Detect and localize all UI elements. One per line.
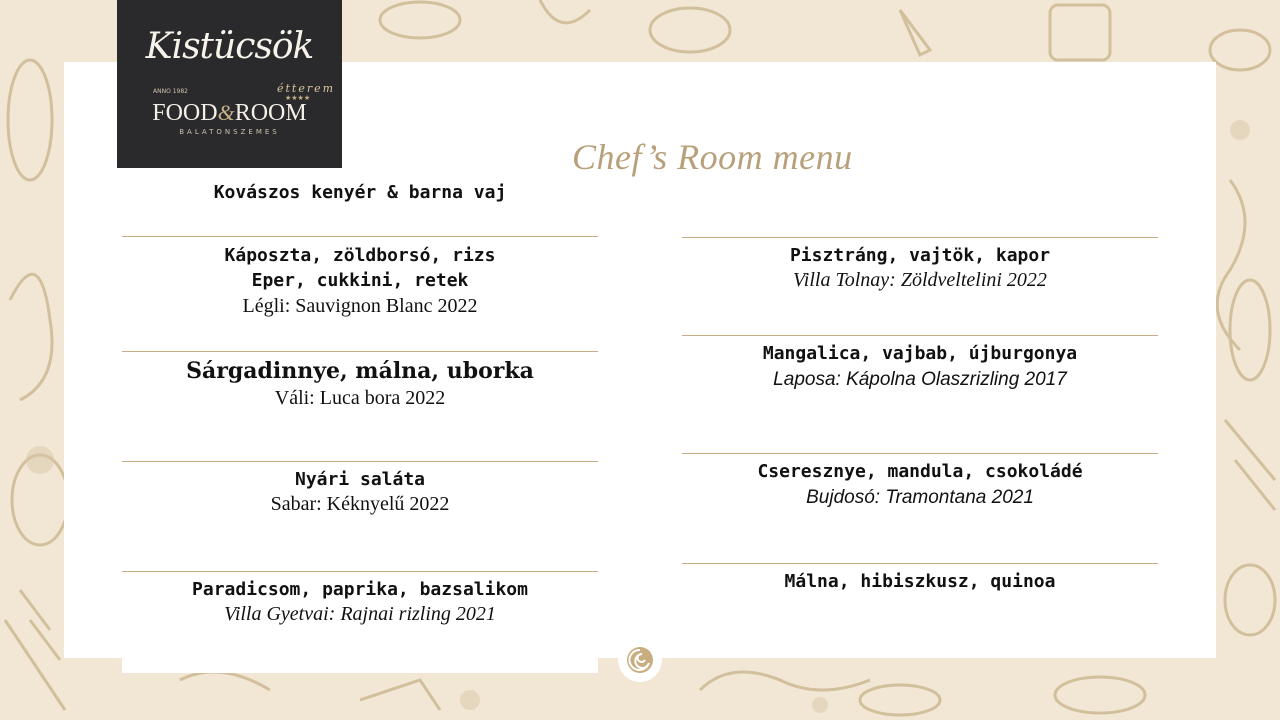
logo-amp: & <box>217 100 235 125</box>
course-7: Cseresznye, mandula, csokoládé <box>757 461 1083 482</box>
logo-food-room <box>117 100 342 127</box>
course-4-wine: Villa Gyetvai: Rajnai rizling 2021 <box>224 603 496 625</box>
left-divider-4 <box>122 571 598 572</box>
swirl-emblem-icon <box>618 638 662 682</box>
logo-room-word: ROOM <box>234 100 307 126</box>
course-5: Pisztráng, vajtök, kapor <box>789 245 1051 266</box>
course-4: Paradicsom, paprika, bazsalikom <box>192 579 528 600</box>
course-1-wine: Légli: Sauvignon Blanc 2022 <box>242 295 478 317</box>
swirl-icon <box>618 638 662 682</box>
course-5-wine: Villa Tolnay: Zöldveltelini 2022 <box>793 269 1047 291</box>
logo-anno: ANNO 1982 <box>153 88 188 95</box>
restaurant-logo <box>117 0 342 168</box>
logo-place: BALATONSZEMES <box>179 128 280 136</box>
left-divider-1 <box>122 236 598 237</box>
course-8: Málna, hibiszkusz, quinoa <box>784 571 1056 592</box>
course-1-line-2: Eper, cukkini, retek <box>251 270 469 291</box>
logo-script-name: Kistücsök <box>145 26 314 67</box>
logo-stars: ★★★★ <box>285 94 311 102</box>
menu-card-tab <box>122 640 598 673</box>
course-6: Mangalica, vajbab, újburgonya <box>762 343 1078 364</box>
course-2: Sárgadinnye, málna, uborka <box>186 358 534 384</box>
course-3-wine: Sabar: Kéknyelű 2022 <box>270 493 450 515</box>
course-7-wine: Bujdosó: Tramontana 2021 <box>806 487 1034 508</box>
logo-food-word: FOOD <box>152 100 218 126</box>
logo-subname: étterem <box>277 82 336 95</box>
left-divider-2 <box>122 351 598 352</box>
menu-title: Chef’s Room menu <box>572 137 853 177</box>
course-2-wine: Váli: Luca bora 2022 <box>274 387 446 409</box>
right-divider-4 <box>682 563 1158 564</box>
right-divider-2 <box>682 335 1158 336</box>
bread-course: Kovászos kenyér & barna vaj <box>213 182 507 203</box>
course-3: Nyári saláta <box>294 469 426 490</box>
right-divider-3 <box>682 453 1158 454</box>
right-divider-1 <box>682 237 1158 238</box>
course-6-wine: Laposa: Kápolna Olaszrizling 2017 <box>773 369 1067 390</box>
course-1-line-1: Káposzta, zöldborsó, rizs <box>224 245 496 266</box>
left-divider-3 <box>122 461 598 462</box>
